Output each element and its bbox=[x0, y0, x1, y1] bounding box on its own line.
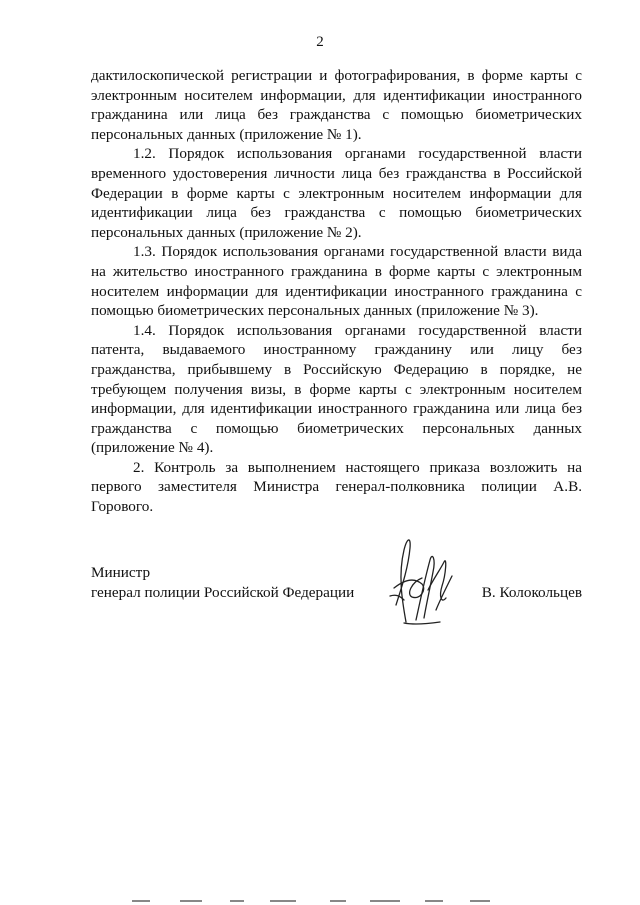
paragraph-continuation: дактилоскопической регистрации и фотографирования, в форме карты с электронным носителем информации, для идентификации иностранного гражданина или лица без гражданства с помощью биометрических персональных данных (приложение № 1). bbox=[91, 67, 582, 143]
paragraph-2: 2. Контроль за выполнением настоящего приказа возложить на первого заместителя Министра генерал-полковника полиции А.В. Горового. bbox=[91, 458, 582, 516]
paragraph-1-2: 1.2. Порядок использования органами государственной власти временного удостоверения личности лица без гражданства в Российской Федерации в форме карты с электронным носителем информации для идентификации лица без гражданства с помощью биометрических персональных данных (приложение № 2). bbox=[91, 145, 582, 241]
document-body bbox=[91, 66, 582, 517]
signature-block bbox=[91, 563, 582, 643]
paragraph-1-3: 1.3. Порядок использования органами государственной власти вида на жительство иностранного гражданина в форме карты с электронным носителем информации для идентификации иностранного гражданина с помощью биометрических персональных данных (приложение № 3). bbox=[91, 243, 582, 320]
signer-name: В. Колокольцев bbox=[481, 584, 582, 601]
signer-position: Министр bbox=[91, 564, 151, 581]
handwritten-signature-icon bbox=[384, 530, 464, 630]
paragraph-1-4: 1.4. Порядок использования органами государственной власти патента, выдаваемого иностранному гражданину или лицу без гражданства, прибывшему в Российскую Федерацию в порядке, не требующем получения визы, в форме карты с электронным носителем информации, для идентификации иностранного гражданина или лица без гражданства с помощью биометрических персональных данных (приложение № 4). bbox=[91, 321, 582, 457]
page-number: 2 bbox=[316, 34, 324, 50]
signer-rank: генерал полиции Российской Федерации bbox=[91, 584, 355, 601]
scan-artifact-marks bbox=[120, 898, 520, 905]
